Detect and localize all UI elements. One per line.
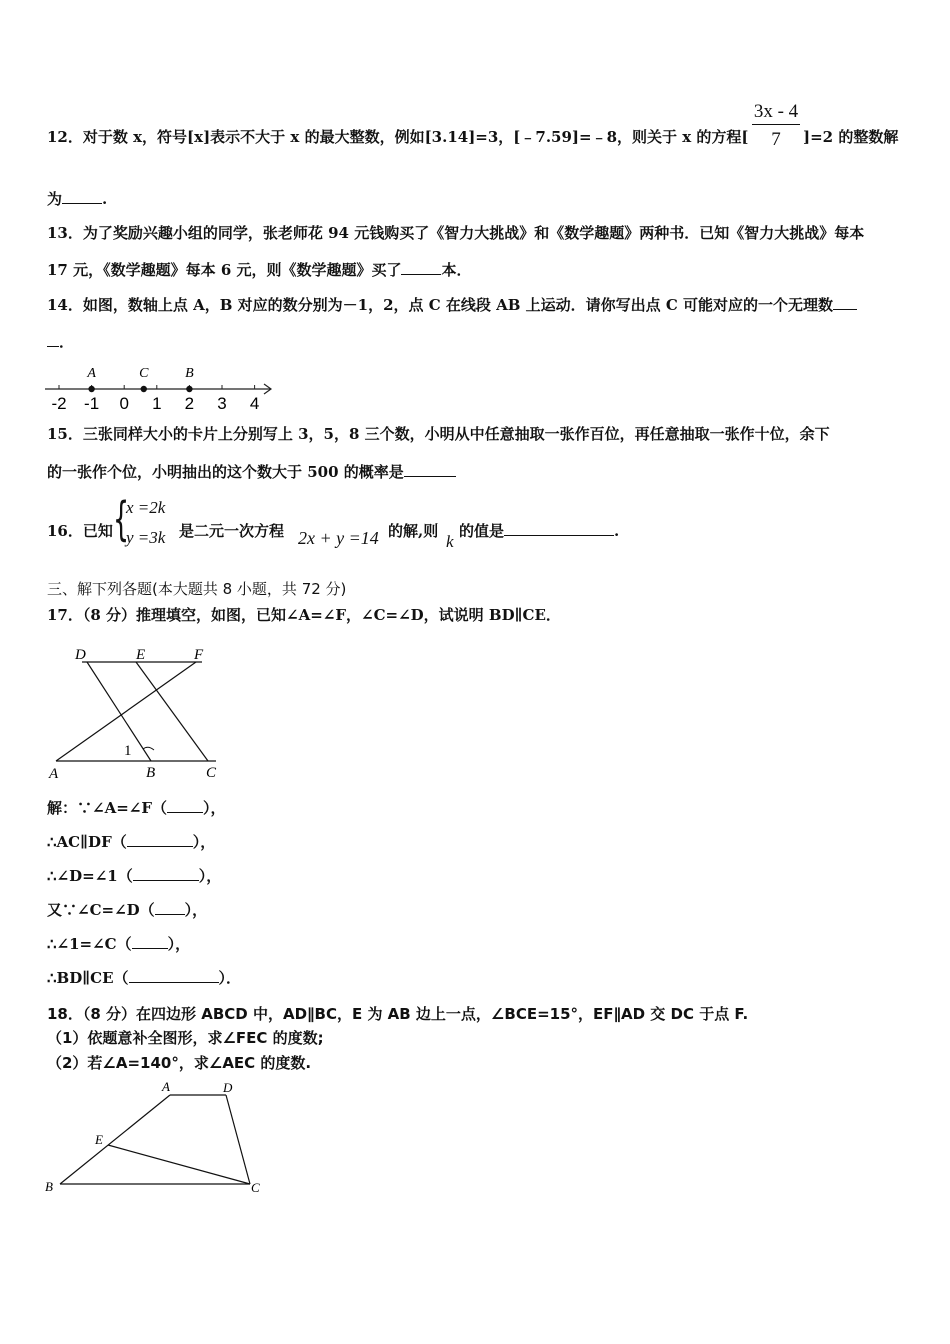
q12-line1 xyxy=(47,130,749,145)
number-line-point-label-A: A xyxy=(87,366,96,381)
q14-line1 xyxy=(47,298,857,313)
label-A: A xyxy=(49,766,59,779)
q16-variable: k xyxy=(446,532,454,551)
q12-line2-end: . xyxy=(102,190,108,208)
q17-step-blank[interactable] xyxy=(155,914,185,915)
number-line-point-A xyxy=(88,386,94,392)
number-line-point-label-B: B xyxy=(185,366,194,381)
q13-line2 xyxy=(47,263,472,278)
q13-line1: 13．为了奖励兴趣小组的同学，张老师花 94 元钱购买了《智力大挑战》和《数学趣题》两种书．已知《智力大挑战》每本 xyxy=(47,224,865,242)
q12-line1-end: ]=2 的整数解 xyxy=(803,128,899,146)
segment-EC xyxy=(108,1145,250,1184)
number-line-tick-label: 2 xyxy=(184,394,195,413)
label-C: C xyxy=(251,1180,260,1195)
q16-system-eq1: x =2k xyxy=(126,498,166,517)
q16-suffix-text: 的值是 xyxy=(459,522,505,540)
label-D: D xyxy=(75,647,86,663)
q17-step-text: 解：∵∠A=∠F（ xyxy=(47,799,167,817)
number-line-tick-label: 4 xyxy=(249,394,260,413)
q17-step-row xyxy=(47,869,221,884)
q16-answer-blank[interactable] xyxy=(504,535,614,536)
q17-step-row xyxy=(47,937,190,952)
q17-step-blank[interactable] xyxy=(133,880,199,881)
q18-diagram xyxy=(40,1078,270,1198)
q17-step-end: ）， xyxy=(184,901,208,919)
line-DB xyxy=(87,662,151,761)
q18-stem: 18．（8 分）在四边形 ABCD 中，AD∥BC，E 为 AB 边上一点，∠BCE=15°，EF∥AD 交 DC 于点 F. xyxy=(47,1005,749,1023)
number-line-tick-label: 1 xyxy=(152,394,162,413)
section3-title: 三、解下列各题(本大题共 8 小题，共 72 分) xyxy=(47,580,347,598)
q16-prefix: 16．已知 xyxy=(47,522,113,540)
q14-answer-blank-b[interactable] xyxy=(47,346,59,347)
label-D: D xyxy=(223,1080,233,1095)
q18-part1: （1）依题意补全图形，求∠FEC 的度数; xyxy=(47,1029,324,1047)
q16-system-brace: { xyxy=(113,492,130,546)
q17-step-row xyxy=(47,903,207,918)
label-E: E xyxy=(136,647,146,663)
number-line-figure xyxy=(42,358,282,418)
q12-line2 xyxy=(47,192,107,207)
q17-step-text: ∴∠D=∠1（ xyxy=(47,867,133,885)
q16-mid2: 的解,则 xyxy=(388,522,439,540)
q17-diagram xyxy=(44,644,224,779)
q17-step-blank[interactable] xyxy=(129,982,219,983)
q13-line2-end: 本． xyxy=(441,261,472,279)
number-line-tick-label: 3 xyxy=(217,394,227,413)
q17-step-end: ）， xyxy=(203,799,226,817)
label-angle-1: 1 xyxy=(124,743,132,759)
number-line-point-B xyxy=(186,386,192,392)
q17-step-end: ）， xyxy=(167,935,191,953)
q17-step-end: ）， xyxy=(198,867,222,885)
q12-fraction-denominator: 7 xyxy=(771,129,781,150)
side-DC xyxy=(226,1095,250,1184)
q14-text: 14．如图，数轴上点 A，B 对应的数分别为－1，2，点 C 在线段 AB 上运动．请你写出点 C 可能对应的一个无理数 xyxy=(47,296,834,314)
label-E: E xyxy=(95,1132,103,1147)
number-line-point-label-C: C xyxy=(139,366,149,381)
q17-step-row xyxy=(47,835,215,850)
q17-step-blank[interactable] xyxy=(127,846,193,847)
q15-line2-text: 的一张作个位，小明抽出的这个数大于 500 的概率是 xyxy=(47,463,404,481)
label-B: B xyxy=(146,765,156,779)
number-line-point-C xyxy=(141,386,147,392)
q14-line2-end: ． xyxy=(59,333,75,351)
label-C: C xyxy=(206,765,217,779)
q17-step-text: ∴AC∥DF（ xyxy=(47,833,127,851)
q17-step-blank[interactable] xyxy=(167,812,203,813)
q17-step-text: 又∵∠C=∠D（ xyxy=(47,901,155,919)
q17-step-row xyxy=(47,971,241,986)
q12-fraction-numerator: 3x - 4 xyxy=(753,101,799,122)
label-A: A xyxy=(162,1079,170,1094)
q16-suffix xyxy=(459,524,619,539)
q12-fraction-bar xyxy=(752,124,800,125)
line-EC xyxy=(136,662,208,761)
q14-line2 xyxy=(47,335,74,350)
number-line-tick-label: -2 xyxy=(51,394,67,413)
q18-part2: （2）若∠A=140°，求∠AEC 的度数. xyxy=(47,1054,312,1072)
q16-equation: 2x + y =14 xyxy=(298,528,379,548)
q15-answer-blank[interactable] xyxy=(404,476,456,477)
label-F: F xyxy=(194,647,204,663)
label-B: B xyxy=(45,1179,53,1194)
angle-1-arc xyxy=(143,747,154,750)
q16-end: . xyxy=(614,522,620,540)
q17-step-text: ∴BD∥CE（ xyxy=(47,969,129,987)
q15-line2 xyxy=(47,465,456,480)
q15-line1: 15．三张同样大小的卡片上分别写上 3，5，8 三个数，小明从中任意抽取一张作百位，再任意抽取一张作十位，余下 xyxy=(47,425,830,443)
q17-stem: 17．（8 分）推理填空，如图，已知∠A=∠F，∠C=∠D，试说明 BD∥CE． xyxy=(47,606,561,624)
q17-step-end: ）． xyxy=(218,969,242,987)
q13-line2-start: 17 元，《数学趣题》每本 6 元，则《数学趣题》买了 xyxy=(47,261,402,279)
q12-text: 12．对于数 x，符号[x]表示不大于 x 的最大整数，例如[3.14]=3，[﹣7.59]=﹣8，则关于 x 的方程[ xyxy=(47,128,749,146)
number-line-tick-label: -1 xyxy=(84,394,100,413)
q17-step-blank[interactable] xyxy=(132,948,168,949)
q17-step-end: ）， xyxy=(192,833,216,851)
q12-answer-blank[interactable] xyxy=(62,203,102,204)
q17-step-row xyxy=(47,801,226,816)
q14-answer-blank-a[interactable] xyxy=(833,309,857,310)
q17-step-text: ∴∠1=∠C（ xyxy=(47,935,132,953)
q16-mid: 是二元一次方程 xyxy=(179,522,285,540)
q16-system-eq2: y =3k xyxy=(126,528,166,547)
side-AB xyxy=(60,1095,170,1184)
q13-answer-blank[interactable] xyxy=(401,274,441,275)
q12-line2-start: 为 xyxy=(47,190,63,208)
number-line-tick-label: 0 xyxy=(119,394,129,413)
